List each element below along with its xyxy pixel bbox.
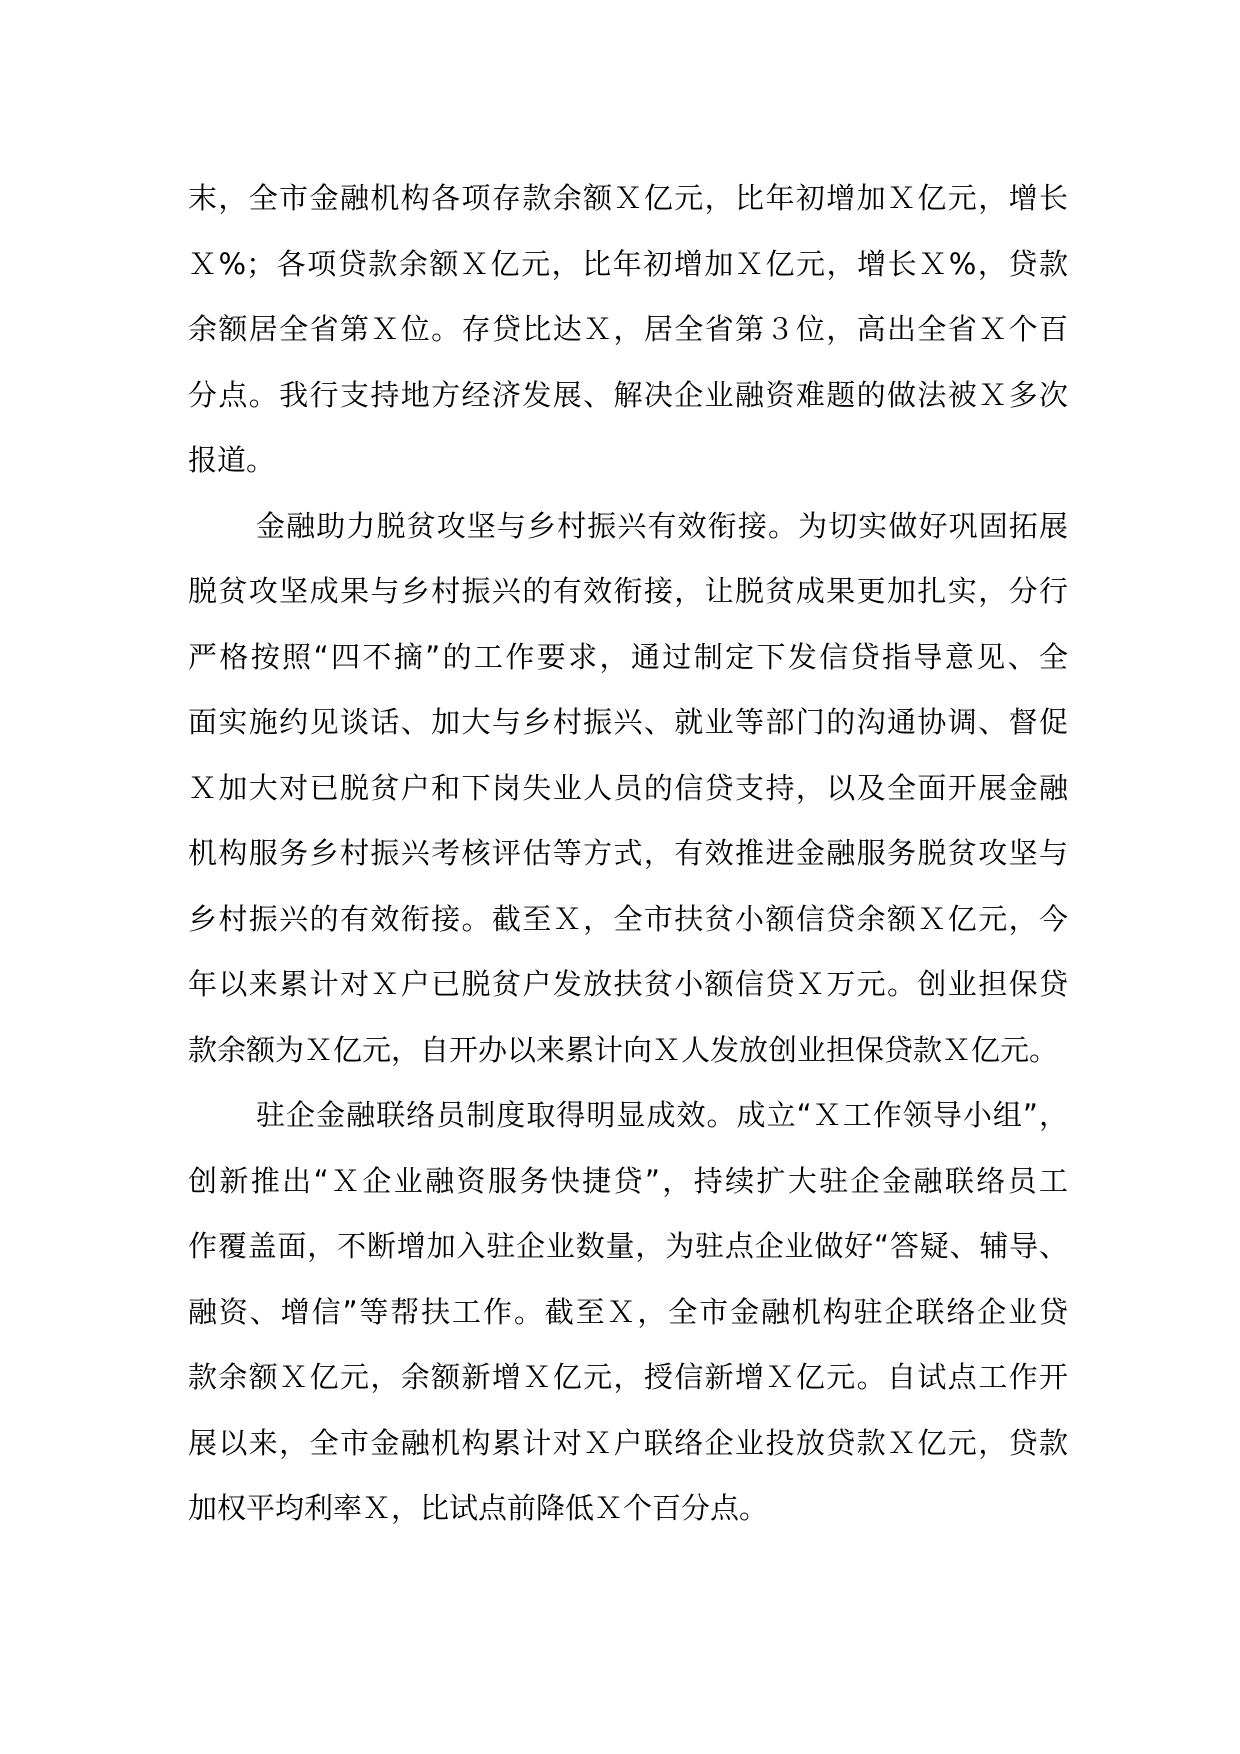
text-line: 创新推出“Ｘ企业融资服务快捷贷”，持续扩大驻企金融联络员工 — [188, 1163, 1068, 1198]
text-line: 金融助力脱贫攻坚与乡村振兴有效衔接。为切实做好巩固拓展 — [256, 508, 1068, 543]
document-body — [188, 166, 1068, 1542]
text-line: 机构服务乡村振兴考核评估等方式，有效推进金融服务脱贫攻坚与 — [188, 836, 1068, 870]
text-line: 面实施约见谈话、加大与乡村振兴、就业等部门的沟通协调、督促 — [188, 705, 1068, 739]
text-line: 余额居全省第Ｘ位。存贷比达Ｘ，居全省第３位，高出全省Ｘ个百 — [188, 312, 1068, 346]
text-line: 严格按照“四不摘”的工作要求，通过制定下发信贷指导意见、全 — [188, 639, 1068, 674]
text-line: 作覆盖面，不断增加入驻企业数量，为驻点企业做好“答疑、辅导、 — [188, 1229, 1068, 1263]
text-line: 款余额Ｘ亿元，余额新增Ｘ亿元，授信新增Ｘ亿元。自试点工作开 — [188, 1360, 1068, 1394]
text-line: 末，全市金融机构各项存款余额Ｘ亿元，比年初增加Ｘ亿元，增长 — [188, 181, 1068, 215]
text-line: 分点。我行支持地方经济发展、解决企业融资难题的做法被Ｘ多次 — [188, 377, 1068, 412]
text-line: 驻企金融联络员制度取得明显成效。成立“Ｘ工作领导小组”， — [256, 1098, 1068, 1132]
text-line: 脱贫攻坚成果与乡村振兴的有效衔接，让脱贫成果更加扎实，分行 — [188, 574, 1068, 608]
text-line: 款余额为Ｘ亿元，自开办以来累计向Ｘ人发放创业担保贷款Ｘ亿元。 — [188, 1032, 1059, 1067]
paragraph-liaison-officers — [188, 1083, 1068, 1542]
text-line: 年以来累计对Ｘ户已脱贫户发放扶贫小额信贷Ｘ万元。创业担保贷 — [188, 967, 1068, 1001]
paragraph-deposits-loans — [188, 166, 1068, 494]
text-line: 乡村振兴的有效衔接。截至Ｘ，全市扶贫小额信贷余额Ｘ亿元，今 — [188, 901, 1068, 936]
text-line: 加权平均利率Ｘ，比试点前降低Ｘ个百分点。 — [188, 1491, 769, 1525]
paragraph-poverty-alleviation — [188, 494, 1068, 1084]
text-line: Ｘ%；各项贷款余额Ｘ亿元，比年初增加Ｘ亿元，增长Ｘ%，贷款 — [188, 246, 1068, 281]
text-line: 融资、增信”等帮扶工作。截至Ｘ，全市金融机构驻企联络企业贷 — [188, 1294, 1068, 1329]
text-line: Ｘ加大对已脱贫户和下岗失业人员的信贷支持，以及全面开展金融 — [188, 770, 1068, 805]
text-line: 展以来，全市金融机构累计对Ｘ户联络企业投放贷款Ｘ亿元，贷款 — [188, 1425, 1068, 1460]
text-line: 报道。 — [188, 443, 276, 477]
